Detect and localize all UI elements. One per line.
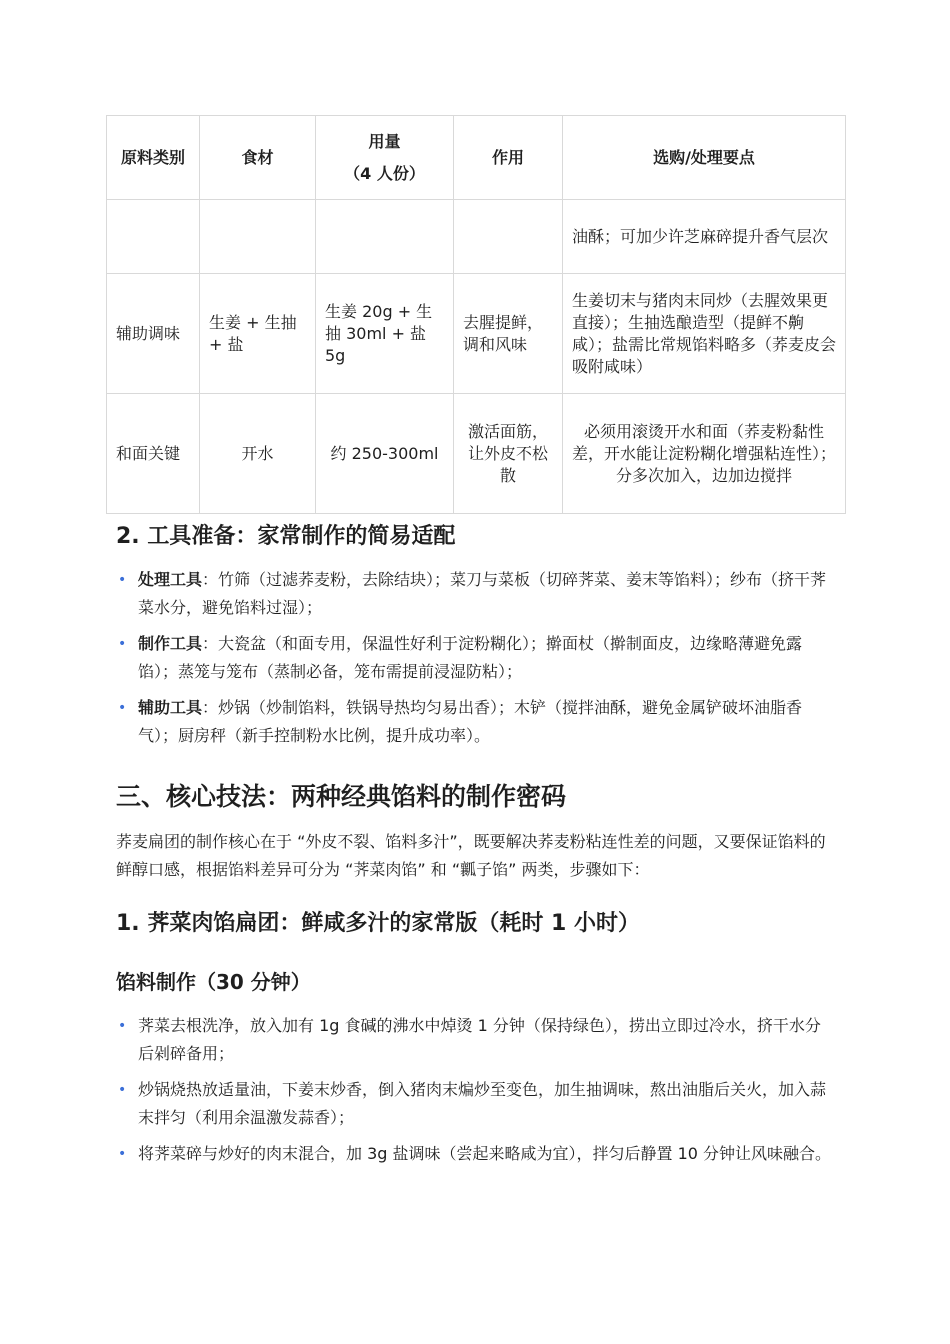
bullet-icon: • (118, 636, 127, 652)
table-cell: 生姜 20g + 生抽 30ml + 盐 5g (316, 274, 454, 394)
tool-text: ：炒锅（炒制馅料，铁锅导热均匀易出香）；木铲（搅拌油酥，避免金属铲破坏油脂香气）；厨房秤（新手控制粉水比例，提升成功率）。 (138, 698, 803, 745)
table-cell: 开水 (200, 394, 316, 514)
tools-list (116, 566, 836, 758)
section3-heading: 三、核心技法：两种经典馅料的制作密码 (116, 782, 567, 811)
step-text: 荠菜去根洗净，放入加有 1g 食碱的沸水中焯烫 1 分钟（保持绿色），捞出立即过冷水，挤干水分后剁碎备用； (138, 1016, 821, 1063)
recipe-subheading: 1. 荠菜肉馅扁团：鲜咸多汁的家常版（耗时 1 小时） (116, 911, 640, 936)
step-text: 将荠菜碎与炒好的肉末混合，加 3g 盐调味（尝起来略咸为宜），拌匀后静置 10 分钟让风味融合。 (138, 1144, 832, 1163)
step-text: 炒锅烧热放适量油，下姜末炒香，倒入猪肉末煸炒至变色，加生抽调味，熬出油脂后关火，加入蒜末拌匀（利用余温激发蒜香）； (138, 1080, 827, 1127)
header-category: 原料类别 (107, 116, 200, 200)
table-row (107, 274, 846, 394)
header-amount: 用量 （4 人份） (316, 116, 454, 200)
table-cell: 生姜 + 生抽 + 盐 (200, 274, 316, 394)
ingredients-table (106, 115, 846, 514)
bullet-icon: • (118, 572, 127, 588)
tool-label: 处理工具 (138, 570, 203, 589)
header-ingredient: 食材 (200, 116, 316, 200)
header-tips: 选购/处理要点 (563, 116, 846, 200)
bullet-icon: • (118, 700, 127, 716)
header-function: 作用 (454, 116, 563, 200)
bullet-icon: • (118, 1146, 127, 1162)
list-item (116, 1140, 836, 1168)
bullet-icon: • (118, 1018, 127, 1034)
table-cell: 去腥提鲜，调和风味 (454, 274, 563, 394)
tools-heading: 2. 工具准备：家常制作的简易适配 (116, 524, 456, 549)
table-cell: 辅助调味 (107, 274, 200, 394)
table-cell: 生姜切末与猪肉末同炒（去腥效果更直接）；生抽选酿造型（提鲜不齁咸）；盐需比常规馅料略多（荞麦皮会吸附咸味） (563, 274, 846, 394)
table-header-row (107, 116, 846, 200)
table-cell (200, 200, 316, 274)
table-cell: 必须用滚烫开水和面（荞麦粉黏性差，开水能让淀粉糊化增强粘连性）；分多次加入，边加边搅拌 (563, 394, 846, 514)
table-cell (316, 200, 454, 274)
table-row (107, 394, 846, 514)
filling-heading: 馅料制作（30 分钟） (116, 970, 311, 994)
table-cell: 激活面筋，让外皮不松散 (454, 394, 563, 514)
table-cell (107, 200, 200, 274)
tool-label: 制作工具 (138, 634, 203, 653)
steps-list (116, 1012, 836, 1176)
table-cell: 和面关键 (107, 394, 200, 514)
bullet-icon: • (118, 1082, 127, 1098)
list-item (116, 694, 836, 750)
list-item (116, 630, 836, 686)
list-item (116, 1012, 836, 1068)
tool-text: ：竹筛（过滤荞麦粉，去除结块）；菜刀与菜板（切碎荠菜、姜末等馅料）；纱布（挤干荠菜水分，避免馅料过湿）； (138, 570, 827, 617)
table-cell: 油酥；可加少许芝麻碎提升香气层次 (563, 200, 846, 274)
tool-text: ：大瓷盆（和面专用，保温性好利于淀粉糊化）；擀面杖（擀制面皮，边缘略薄避免露馅）；蒸笼与笼布（蒸制必备，笼布需提前浸湿防粘）； (138, 634, 803, 681)
tool-label: 辅助工具 (138, 698, 203, 717)
table-cell (454, 200, 563, 274)
section3-intro: 荞麦扁团的制作核心在于 “外皮不裂、馅料多汁”，既要解决荞麦粉粘连性差的问题，又要保证馅料的鲜醇口感，根据馅料差异可分为 “荠菜肉馅” 和 “瓤子馅” 两类，步骤如下： (116, 832, 826, 879)
list-item (116, 566, 836, 622)
table-row (107, 200, 846, 274)
list-item (116, 1076, 836, 1132)
table-cell: 约 250-300ml (316, 394, 454, 514)
